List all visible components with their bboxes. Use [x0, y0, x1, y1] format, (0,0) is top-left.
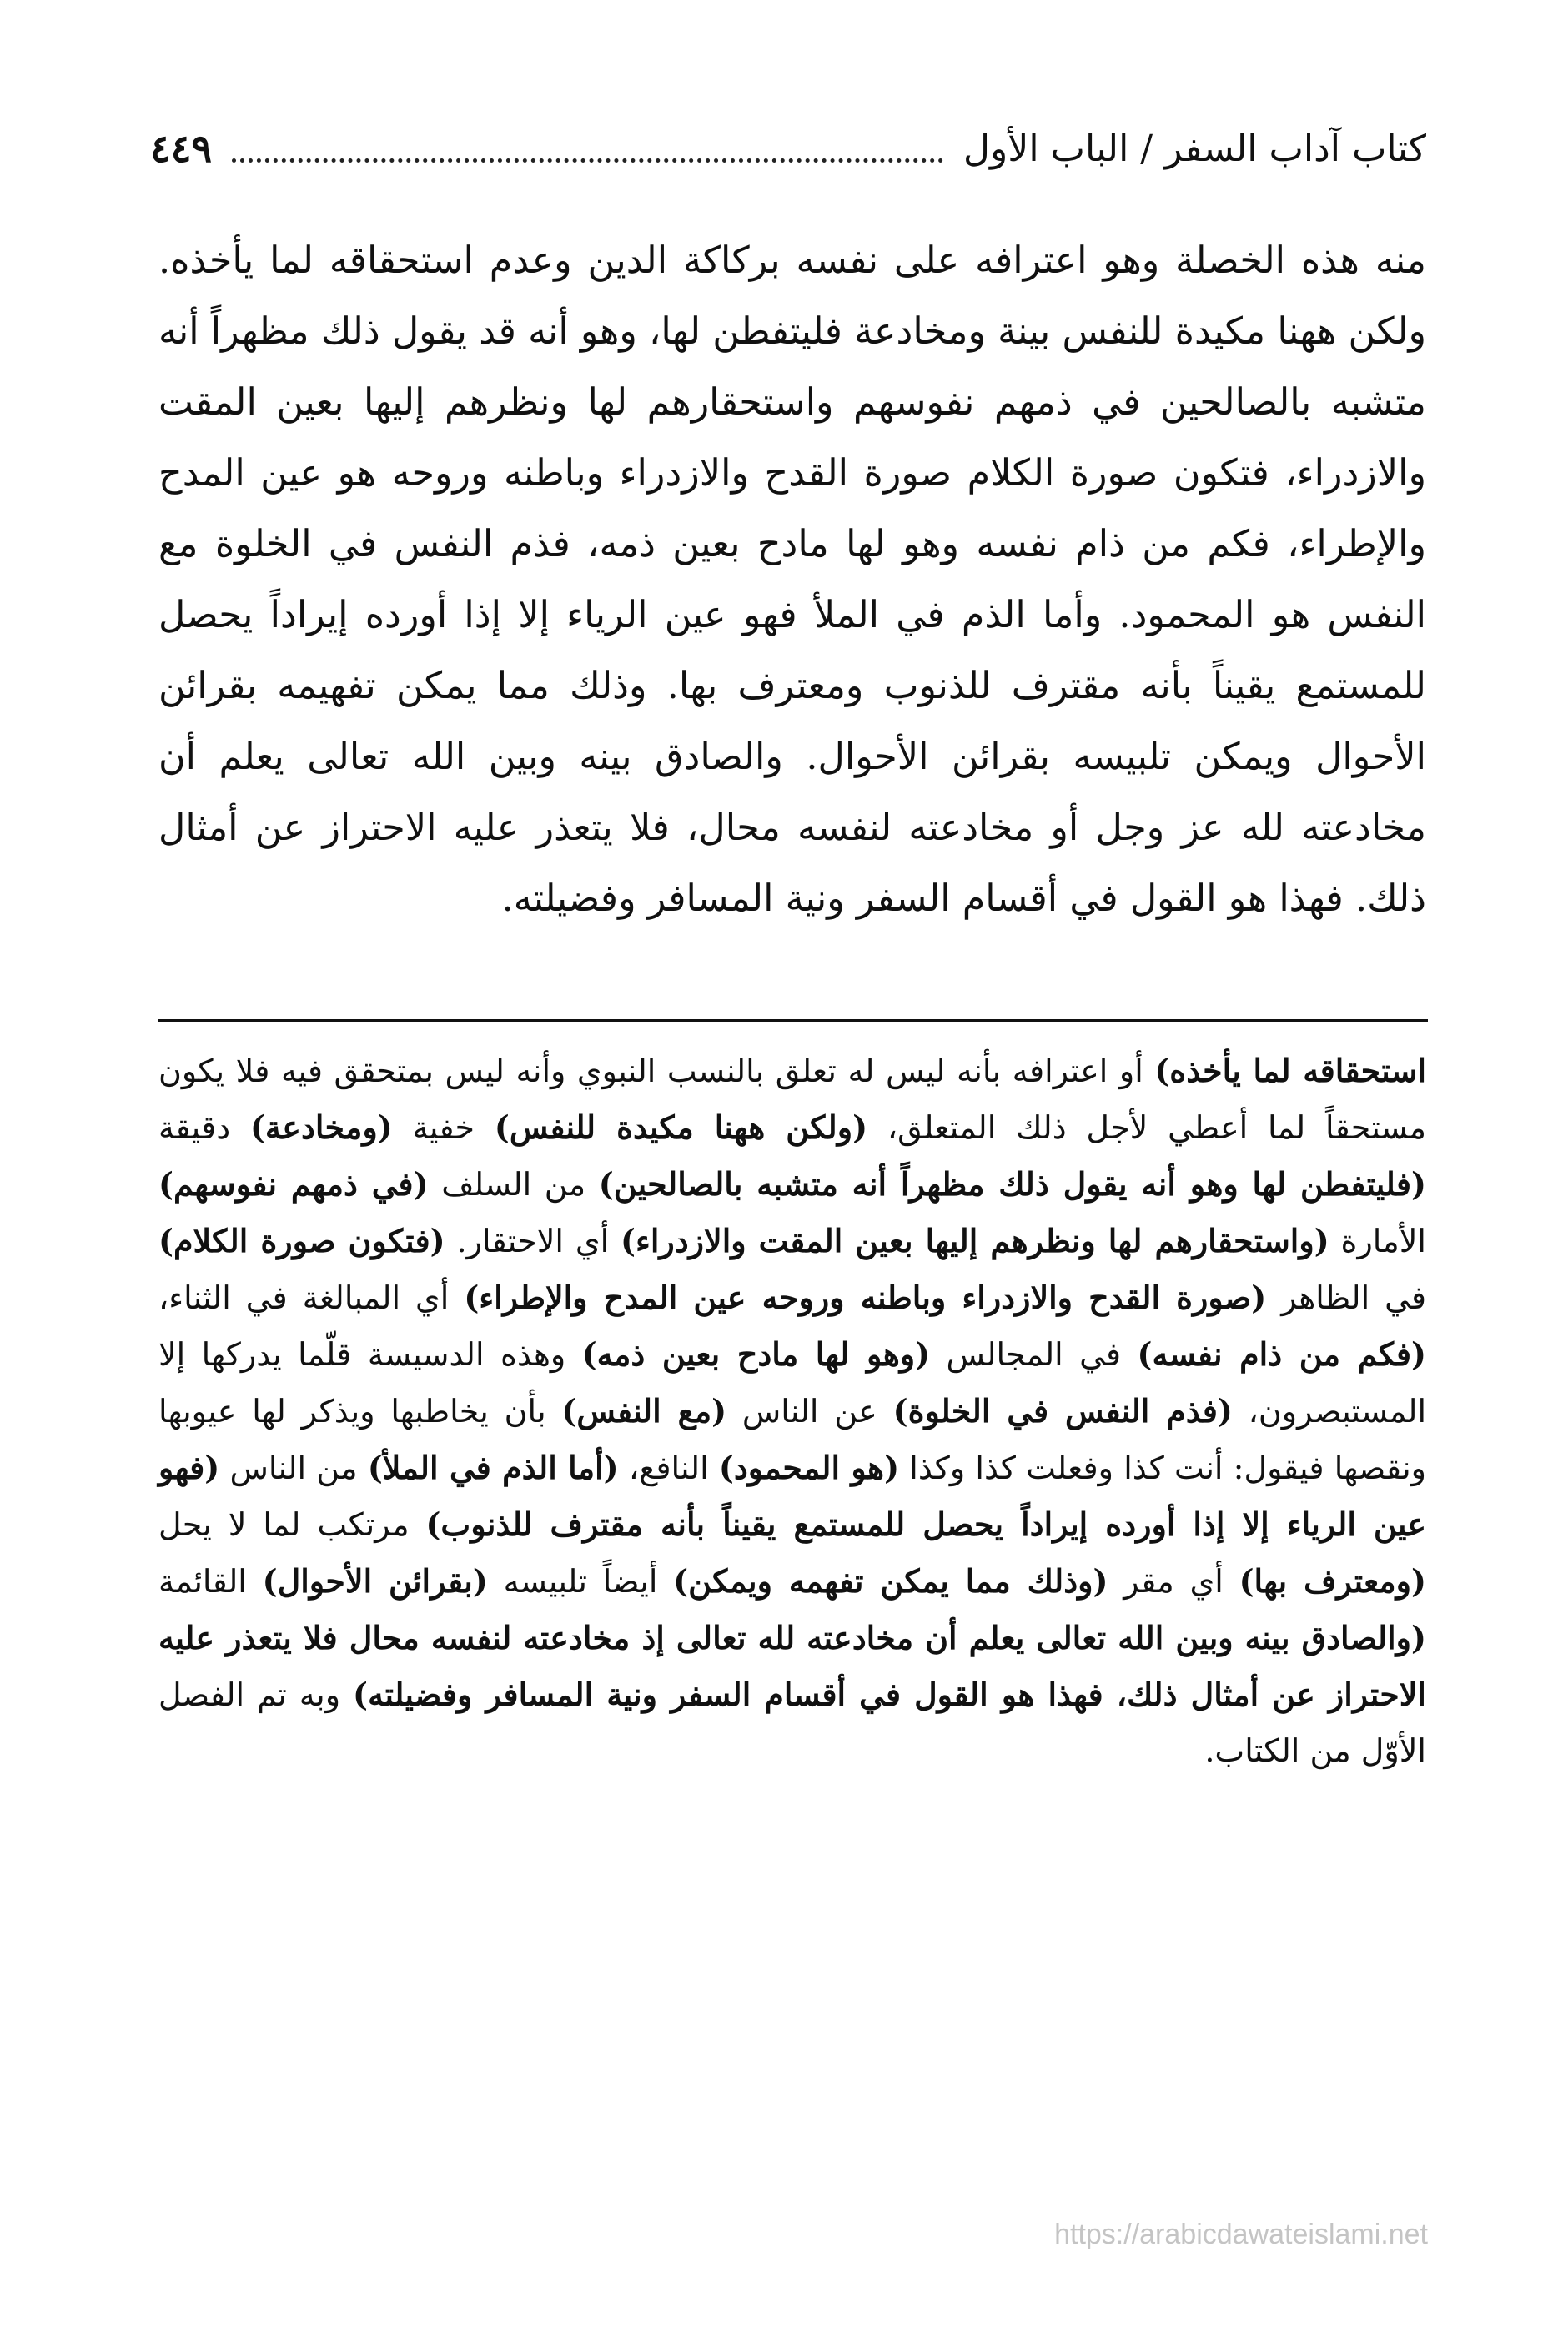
commentary-explanation-segment: أي المبالغة في الثناء، — [158, 1279, 465, 1316]
page-number: ٤٤٩ — [150, 126, 213, 171]
header-title: كتاب آداب السفر / الباب الأول — [963, 127, 1426, 170]
commentary-explanation-segment: في الظاهر — [1266, 1279, 1426, 1316]
main-text-block — [158, 225, 1426, 934]
commentary-explanation-segment: من السلف — [428, 1166, 599, 1203]
commentary-explanation-segment: وبه تم الفصل الأوّل من الكتاب. — [158, 1676, 1426, 1769]
commentary-quoted-segment: (وذلك مما يمكن تفهمه ويمكن) — [673, 1562, 1108, 1600]
commentary-quoted-segment: (والصادق بينه وبين الله تعالى يعلم أن مخادعته لله تعالى إذ مخادعته لنفسه محال فلا يتعذر عليه الاحتراز عن أمثال ذلك، فهذا هو القول في أقسام السفر ونية المسافر وفضيلته) — [158, 1619, 1426, 1713]
commentary-quoted-segment: استحقاقه لما يأخذه) — [1154, 1052, 1426, 1089]
commentary-quoted-segment: (صورة القدح والازدراء وباطنه وروحه عين المدح والإطراء) — [464, 1279, 1267, 1316]
commentary-quoted-segment: (فذم النفس في الخلوة) — [892, 1392, 1233, 1430]
commentary-quoted-segment: (بقرائن الأحوال) — [262, 1562, 488, 1600]
commentary-block — [158, 1043, 1426, 1779]
commentary-quoted-segment: (فتكون صورة الكلام) — [158, 1222, 445, 1259]
commentary-explanation-segment: خفية — [392, 1109, 495, 1146]
commentary-explanation-segment: أي الاحتقار. — [445, 1223, 621, 1259]
commentary-quoted-segment: (مع النفس) — [561, 1392, 727, 1430]
commentary-quoted-segment: (ولكن ههنا مكيدة للنفس) — [494, 1108, 868, 1146]
commentary-quoted-segment: (وهو لها مادح بعين ذمه) — [581, 1335, 931, 1373]
commentary-explanation-segment: في المجالس — [930, 1336, 1138, 1373]
commentary-quoted-segment: (في ذمهم نفوسهم) — [158, 1165, 429, 1203]
commentary-explanation-segment: مرتكب لما لا يحل — [158, 1506, 426, 1543]
commentary-explanation-segment: وهذه الدسيسة قلّما يدركها إلا المستبصرون، — [158, 1336, 1427, 1430]
commentary-explanation-segment: دقيقة — [158, 1109, 250, 1146]
commentary-explanation-segment: الأمارة — [1329, 1223, 1426, 1259]
running-header — [150, 115, 1426, 182]
commentary-quoted-segment: (فليتفطن لها وهو أنه يقول ذلك مظهراً أنه متشبه بالصالحين) — [598, 1165, 1426, 1203]
commentary-explanation-segment: النافع، — [618, 1450, 719, 1486]
commentary-quoted-segment: (فكم من ذام نفسه) — [1137, 1335, 1427, 1373]
commentary-explanation-segment: عن الناس — [726, 1393, 893, 1430]
header-dotted-leader — [232, 158, 943, 163]
commentary-explanation-segment: أيضاً تلبيسه — [487, 1563, 674, 1600]
commentary-explanation-segment: القائمة — [158, 1563, 263, 1600]
commentary-explanation-segment: أي مقر — [1108, 1563, 1239, 1600]
commentary-explanation-segment: من الناس — [219, 1450, 368, 1486]
commentary-explanation-segment: أو اعترافه بأنه ليس له تعلق بالنسب النبوي وأنه ليس بمتحقق فيه فلا يكون مستحقاً لما أعطي لأجل ذلك المتعلق، — [158, 1053, 1426, 1146]
commentary-quoted-segment: (ومخادعة) — [249, 1108, 393, 1146]
commentary-quoted-segment: (أما الذم في الملأ) — [367, 1449, 619, 1486]
watermark-url: https://arabicdawateislami.net — [1054, 2219, 1428, 2250]
commentary-paragraph — [158, 1043, 1426, 1779]
commentary-quoted-segment: (ومعترف بها) — [1239, 1562, 1426, 1600]
commentary-quoted-segment: (هو المحمود) — [718, 1449, 900, 1486]
footnote-divider — [158, 1019, 1428, 1022]
commentary-explanation-segment: بأن يخاطبها ويذكر لها عيوبها ونقصها فيقول: أنت كذا وفعلت كذا وكذا — [158, 1393, 1426, 1486]
commentary-quoted-segment: (واستحقارهم لها ونظرهم إليها بعين المقت والازدراء) — [621, 1222, 1329, 1259]
commentary-quoted-segment: (فهو عين الرياء إلا إذا أورده إيراداً يحصل للمستمع يقيناً بأنه مقترف للذنوب) — [158, 1449, 1426, 1543]
main-paragraph: منه هذه الخصلة وهو اعترافه على نفسه بركاكة الدين وعدم استحقاقه لما يأخذه. ولكن ههنا مكيدة للنفس بينة ومخادعة فليتفطن لها، وهو أنه قد يقول ذلك مظهراً أنه متشبه بالصالحين في ذمهم نفوسهم واستحقارهم لها ونظرهم إليها بعين المقت والازدراء، فتكون صورة الكلام صورة القدح والازدراء وباطنه وروحه هو عين المدح والإطراء، فكم من ذام نفسه وهو لها مادح بعين ذمه، فذم النفس في الخلوة مع النفس هو المحمود. وأما الذم في الملأ فهو عين الرياء إلا إذا أورده إيراداً يحصل للمستمع يقيناً بأنه مقترف للذنوب ومعترف بها. وذلك مما يمكن تفهيمه بقرائن الأحوال ويمكن تلبيسه بقرائن الأحوال. والصادق بينه وبين الله تعالى يعلم أن مخادعته لله عز وجل أو مخادعته لنفسه محال، فلا يتعذر عليه الاحتراز عن أمثال ذلك. فهذا هو القول في أقسام السفر ونية المسافر وفضيلته. — [158, 239, 1426, 920]
